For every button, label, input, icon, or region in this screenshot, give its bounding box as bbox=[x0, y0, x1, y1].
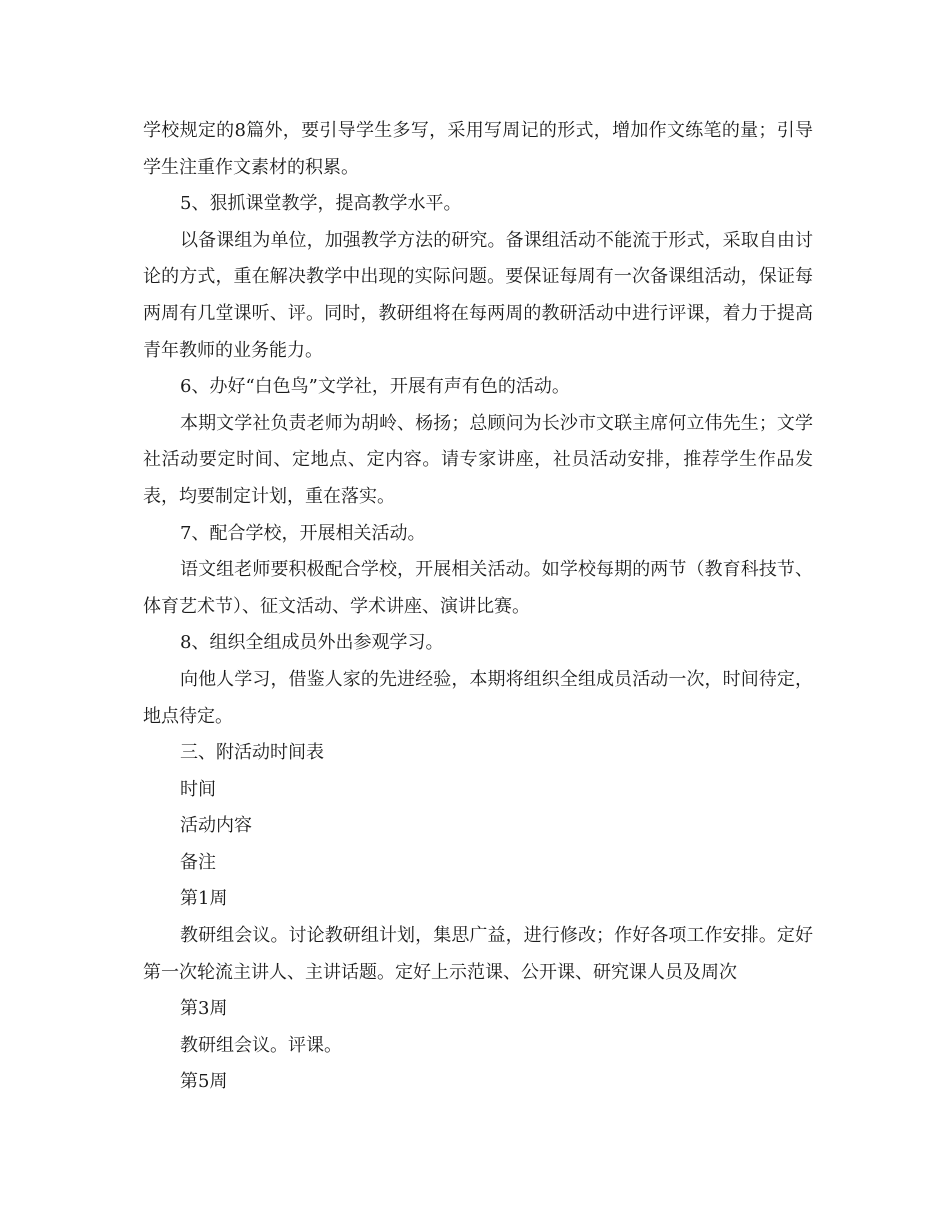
document-body bbox=[143, 113, 813, 1101]
paragraph-lesson-prep: 以备课组为单位，加强教学方法的研究。备课组活动不能流于形式，采取自由讨论的方式，重在解决教学中出现的实际问题。要保证每周有一次备课组活动，保证每两周有几堂课听、评。同时，教研组将在每两周的教研活动中进行评课，着力于提高青年教师的业务能力。 bbox=[143, 229, 813, 361]
schedule-activity: 教研组会议。讨论教研组计划，集思广益，进行修改；作好各项工作安排。定好第一次轮流主讲人、主讲话题。定好上示范课、公开课、研究课人员及周次 bbox=[143, 925, 813, 983]
heading-item-5: 5、狠抓课堂教学，提高教学水平。 bbox=[180, 193, 462, 215]
paragraph-study-visit: 向他人学习，借鉴人家的先进经验，本期将组织全组成员活动一次，时间待定，地点待定。 bbox=[143, 668, 813, 727]
paragraph-continuation: 学校规定的8篇外，要引导学生多写，采用写周记的形式，增加作文练笔的量；引导学生注重作文素材的积累。 bbox=[143, 120, 813, 178]
schedule-week: 第5周 bbox=[180, 1071, 228, 1093]
section-heading-schedule: 三、附活动时间表 bbox=[180, 742, 324, 764]
heading-item-6: 6、办好“白色鸟”文学社，开展有声有色的活动。 bbox=[180, 376, 570, 398]
schedule-header-time: 时间 bbox=[180, 778, 216, 800]
schedule-activity: 教研组会议。评课。 bbox=[180, 1034, 342, 1056]
schedule-header-content: 活动内容 bbox=[180, 815, 252, 837]
paragraph-literary-society: 本期文学社负责老师为胡岭、杨扬；总顾问为长沙市文联主席何立伟先生；文学社活动要定时间、定地点、定内容。请专家讲座，社员活动安排，推荐学生作品发表，均要制定计划，重在落实。 bbox=[143, 412, 813, 507]
schedule-week: 第1周 bbox=[180, 888, 228, 910]
paragraph-school-activities: 语文组老师要积极配合学校，开展相关活动。如学校每期的两节（教育科技节、体育艺术节）、征文活动、学术讲座、演讲比赛。 bbox=[143, 559, 813, 617]
heading-item-8: 8、组织全组成员外出参观学习。 bbox=[180, 632, 444, 654]
heading-item-7: 7、配合学校，开展相关活动。 bbox=[180, 522, 426, 544]
schedule-week: 第3周 bbox=[180, 998, 228, 1020]
schedule-header-notes: 备注 bbox=[180, 851, 216, 873]
